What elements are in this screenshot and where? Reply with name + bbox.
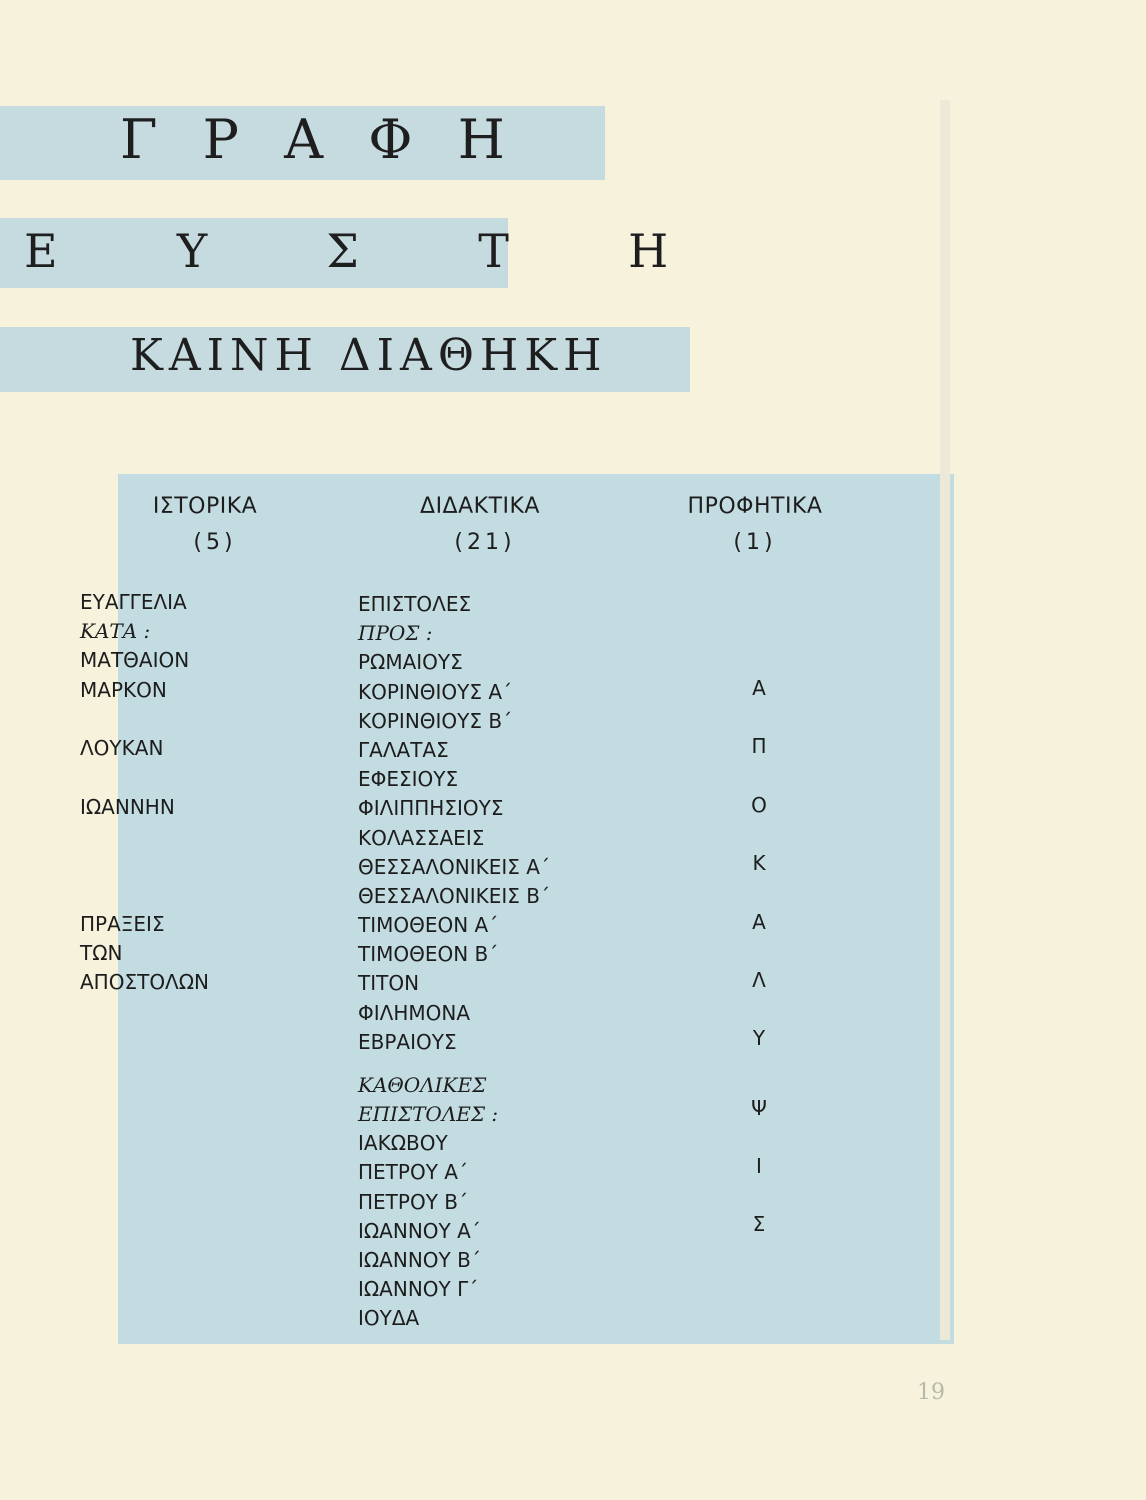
title-eusti: Ε Υ Σ Τ Η	[24, 224, 699, 278]
count-historical: (5)	[193, 530, 237, 555]
list-item: ΠΕΤΡΟΥ Α΄	[358, 1160, 468, 1185]
list-item: ΜΑΡΚΟΝ	[80, 678, 167, 702]
list-item: ΜΑΤΘΑΙΟΝ	[80, 648, 190, 672]
list-item: ΚΑΤΑ :	[80, 619, 151, 643]
list-item: ΕΥΑΓΓΕΛΙΑ	[80, 590, 187, 614]
list-item: ΑΠΟΣΤΟΛΩΝ	[80, 970, 209, 994]
list-item: ΙΩΑΝΝΗΝ	[80, 795, 175, 819]
letter: Υ	[752, 1026, 766, 1050]
letter: Σ	[752, 1212, 766, 1236]
list-item: ΦΙΛΗΜΟΝΑ	[358, 1000, 471, 1025]
list-item: ΙΩΑΝΝΟΥ Α΄	[358, 1218, 481, 1243]
list-item: ΦΙΛΙΠΠΗΣΙΟΥΣ	[358, 796, 504, 821]
heading-didactic: ΔΙΔΑΚΤΙΚΑ	[420, 494, 540, 519]
letter: Α	[752, 910, 766, 934]
letter: Ο	[751, 793, 767, 817]
heading-historical: ΙΣΤΟΡΙΚΑ	[152, 494, 258, 519]
letter: Λ	[752, 968, 766, 992]
list-item: ΙΑΚΩΒΟΥ	[358, 1131, 448, 1156]
list-item: ΚΟΡΙΝΘΙΟΥΣ Α΄	[358, 679, 513, 704]
didactic-list	[358, 590, 550, 1334]
list-item: ΤΙΜΟΘΕΟΝ Α΄	[358, 913, 499, 938]
list-item: ΛΟΥΚΑΝ	[80, 736, 164, 760]
list-item: ΘΕΣΣΑΛΟΝΙΚΕΙΣ Β΄	[358, 883, 550, 908]
letter: Ψ	[751, 1096, 767, 1120]
list-item: ΙΩΑΝΝΟΥ Β΄	[358, 1247, 481, 1272]
list-item: ΠΕΤΡΟΥ Β΄	[358, 1189, 468, 1214]
list-item: ΚΑΘΟΛΙΚΕΣ	[358, 1072, 487, 1097]
list-item: ΙΩΑΝΝΟΥ Γ΄	[358, 1277, 479, 1302]
list-item: ΤΙΜΟΘΕΟΝ Β΄	[358, 942, 499, 967]
list-item: ΡΩΜΑΙΟΥΣ	[358, 650, 463, 675]
letter: Ι	[756, 1154, 762, 1178]
count-prophetic: (1)	[733, 530, 777, 555]
list-item: ΘΕΣΣΑΛΟΝΙΚΕΙΣ Α΄	[358, 854, 550, 879]
letter: Π	[751, 734, 767, 758]
page-number: 19	[917, 1380, 945, 1405]
list-item: ΚΟΡΙΝΘΙΟΥΣ Β΄	[358, 708, 513, 733]
title-kaini-diathiki: ΚΑΙΝΗ ΔΙΑΘΗΚΗ	[130, 330, 608, 381]
count-didactic: (21)	[454, 530, 516, 555]
list-item: ΕΦΕΣΙΟΥΣ	[358, 767, 459, 792]
list-item: ΕΠΙΣΤΟΛΕΣ	[358, 592, 472, 616]
list-item: ΠΡΑΞΕΙΣ	[80, 912, 165, 936]
panel-edge	[940, 100, 950, 1340]
list-item: ΓΑΛΑΤΑΣ	[358, 737, 449, 762]
letter: Α	[752, 676, 766, 700]
list-item: ΙΟΥΔΑ	[358, 1306, 420, 1331]
list-item: ΠΡΟΣ :	[358, 621, 433, 646]
heading-prophetic: ΠΡΟΦΗΤΙΚΑ	[687, 494, 823, 519]
list-item: ΕΒΡΑΙΟΥΣ	[358, 1029, 457, 1054]
title-graphi: Γ Ρ Α Φ Η	[120, 108, 519, 171]
list-item: ΤΩΝ	[80, 941, 123, 965]
letter: Κ	[752, 851, 766, 875]
list-item: ΤΙΤΟΝ	[358, 971, 420, 996]
list-item: ΚΟΛΑΣΣΑΕΙΣ	[358, 825, 485, 850]
list-item: ΕΠΙΣΤΟΛΕΣ :	[358, 1102, 499, 1126]
